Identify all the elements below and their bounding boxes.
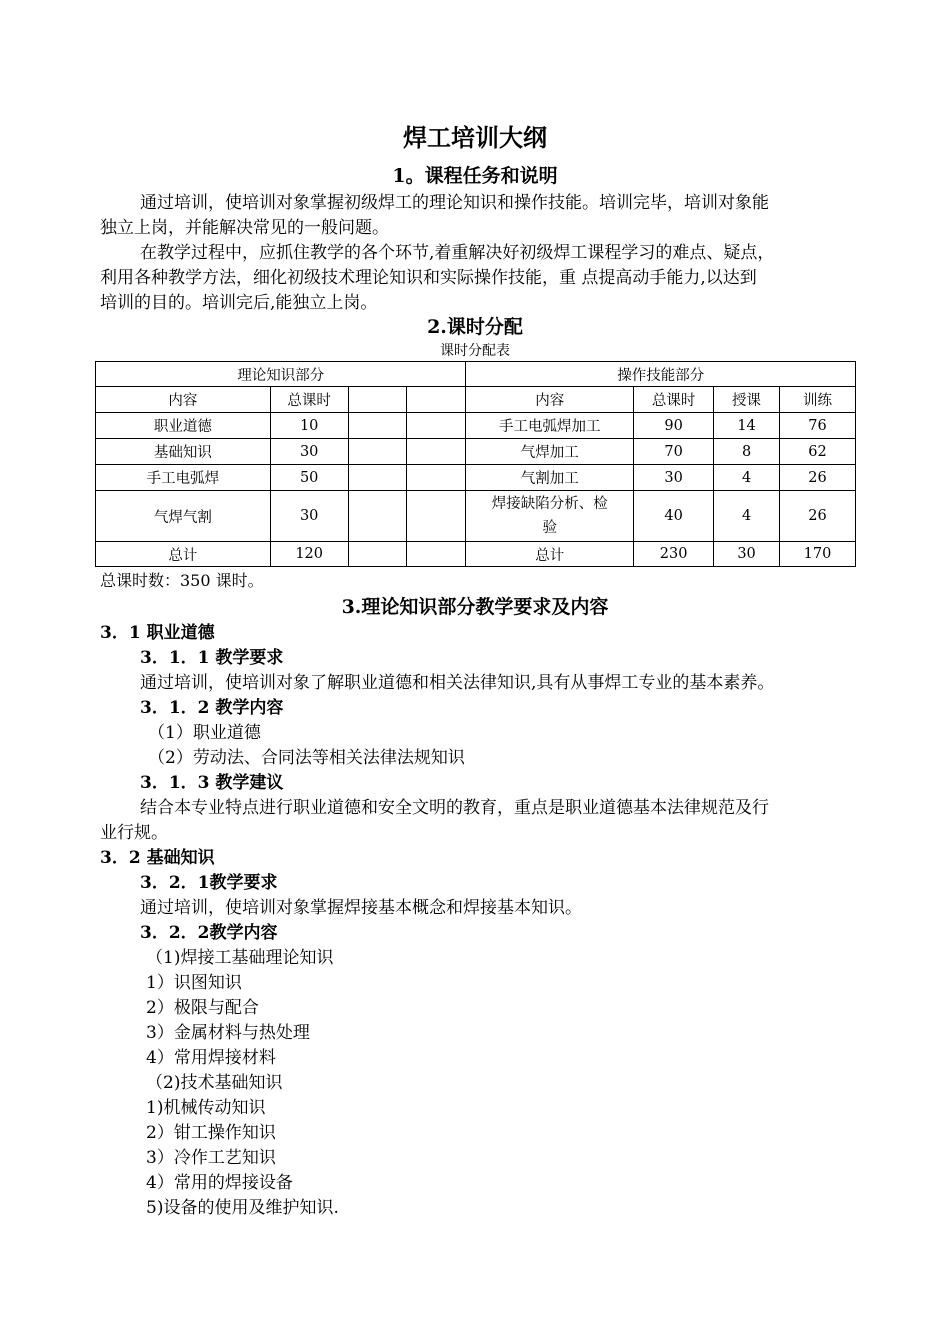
empty-cell [406,465,466,491]
empty-cell [406,439,466,465]
practice-content-line1: 焊接缺陷分析、检 [491,496,608,512]
theory-total-hours: 120 [270,542,348,567]
heading-3-1-3: 3．1．3 教学建议 [140,773,284,793]
heading-3-1-1: 3．1．1 教学要求 [140,648,284,668]
practice-total-teaching: 30 [714,542,780,567]
list-item: 2）极限与配合 [146,998,259,1018]
theory-hours: 10 [270,413,348,439]
theory-content: 职业道德 [96,413,271,439]
section1-para1-line1: 通过培训，使培训对象掌握初级焊工的理论知识和操作技能。培训完毕，培训对象能 [140,193,769,213]
section2-heading: 2.课时分配 [427,316,523,338]
col-header-total-hours: 总课时 [634,387,714,413]
table-row [96,413,856,439]
section3-heading: 3.理论知识部分教学要求及内容 [341,596,609,618]
table-group-header-row [96,362,856,387]
practice-content-line2: 验 [542,520,558,536]
practice-hours: 40 [634,491,714,542]
list-item: 3）金属材料与热处理 [146,1023,310,1043]
list-item: 4）常用焊接材料 [146,1048,276,1068]
practice-teaching: 4 [714,491,780,542]
col-header-total-hours: 总课时 [270,387,348,413]
table-column-header-row [96,387,856,413]
text-3-1-1: 通过培训，使培训对象了解职业道德和相关法律知识,具有从事焊工专业的基本素养。 [140,673,775,693]
document-title: 焊工培训大纲 [403,123,547,152]
empty-cell [406,491,466,542]
table-caption: 课时分配表 [440,343,510,359]
empty-cell [348,542,406,567]
practice-content [466,491,634,542]
theory-content: 气焊气割 [96,491,271,542]
practice-hours: 70 [634,439,714,465]
text-3-1-3-line2: 业行规。 [100,823,168,843]
list-item: 2）钳工操作知识 [146,1123,276,1143]
practice-content: 气割加工 [466,465,634,491]
table-total-row [96,542,856,567]
theory-hours: 50 [270,465,348,491]
section1-para2-line3: 培训的目的。培训完后,能独立上岗。 [100,293,378,313]
list-item: 1)机械传动知识 [146,1098,266,1118]
practice-content: 手工电弧焊加工 [466,413,634,439]
empty-cell [406,387,466,413]
list-item: （1）职业道德 [148,723,261,743]
practice-teaching: 4 [714,465,780,491]
empty-cell [406,542,466,567]
col-header-content: 内容 [466,387,634,413]
section1-heading: 1。课程任务和说明 [392,165,558,187]
col-header-teaching: 授课 [714,387,780,413]
empty-cell [348,439,406,465]
theory-total-label: 总计 [96,542,271,567]
theory-header: 理论知识部分 [96,362,466,387]
heading-3-1: 3．1 职业道德 [100,623,215,643]
col-header-training: 训练 [780,387,856,413]
practice-header: 操作技能部分 [466,362,856,387]
total-hours-summary: 总课时数：350 课时。 [100,571,264,590]
table-row [96,491,856,542]
empty-cell [348,465,406,491]
heading-3-2: 3．2 基础知识 [100,848,215,868]
list-item: （2)技术基础知识 [146,1073,283,1093]
hours-allocation-table [95,361,856,567]
list-item: 3）冷作工艺知识 [146,1148,276,1168]
empty-cell [348,387,406,413]
list-item: （2）劳动法、合同法等相关法律法规知识 [148,748,465,768]
table-row [96,465,856,491]
heading-3-2-1: 3．2．1教学要求 [140,873,278,893]
text-3-1-3-line1: 结合本专业特点进行职业道德和安全文明的教育，重点是职业道德基本法律规范及行 [140,798,769,818]
practice-content: 气焊加工 [466,439,634,465]
heading-3-2-2: 3．2．2教学内容 [140,923,278,943]
practice-training: 26 [780,491,856,542]
practice-training: 76 [780,413,856,439]
practice-training: 26 [780,465,856,491]
practice-hours: 90 [634,413,714,439]
practice-total-label: 总计 [466,542,634,567]
theory-hours: 30 [270,491,348,542]
practice-total-training: 170 [780,542,856,567]
empty-cell [348,413,406,439]
practice-teaching: 14 [714,413,780,439]
practice-total-hours: 230 [634,542,714,567]
list-item: 1）识图知识 [146,973,242,993]
practice-training: 62 [780,439,856,465]
list-item: 4）常用的焊接设备 [146,1173,293,1193]
theory-content: 基础知识 [96,439,271,465]
empty-cell [348,491,406,542]
section1-para2-line2: 利用各种教学方法，细化初级技术理论知识和实际操作技能，重 点提高动手能力,以达到 [100,268,757,288]
theory-hours: 30 [270,439,348,465]
heading-3-1-2: 3．1．2 教学内容 [140,698,284,718]
table-row [96,439,856,465]
empty-cell [406,413,466,439]
section1-para2-line1: 在教学过程中，应抓住教学的各个环节,着重解决好初级焊工课程学习的难点、疑点， [140,243,775,263]
text-3-2-1: 通过培训，使培训对象掌握焊接基本概念和焊接基本知识。 [140,898,582,918]
practice-hours: 30 [634,465,714,491]
col-header-content: 内容 [96,387,271,413]
list-item: 5)设备的使用及维护知识. [146,1198,339,1218]
section1-para1-line2: 独立上岗，并能解决常见的一般问题。 [100,218,389,238]
theory-content: 手工电弧焊 [96,465,271,491]
practice-teaching: 8 [714,439,780,465]
list-item: （1)焊接工基础理论知识 [146,948,334,968]
